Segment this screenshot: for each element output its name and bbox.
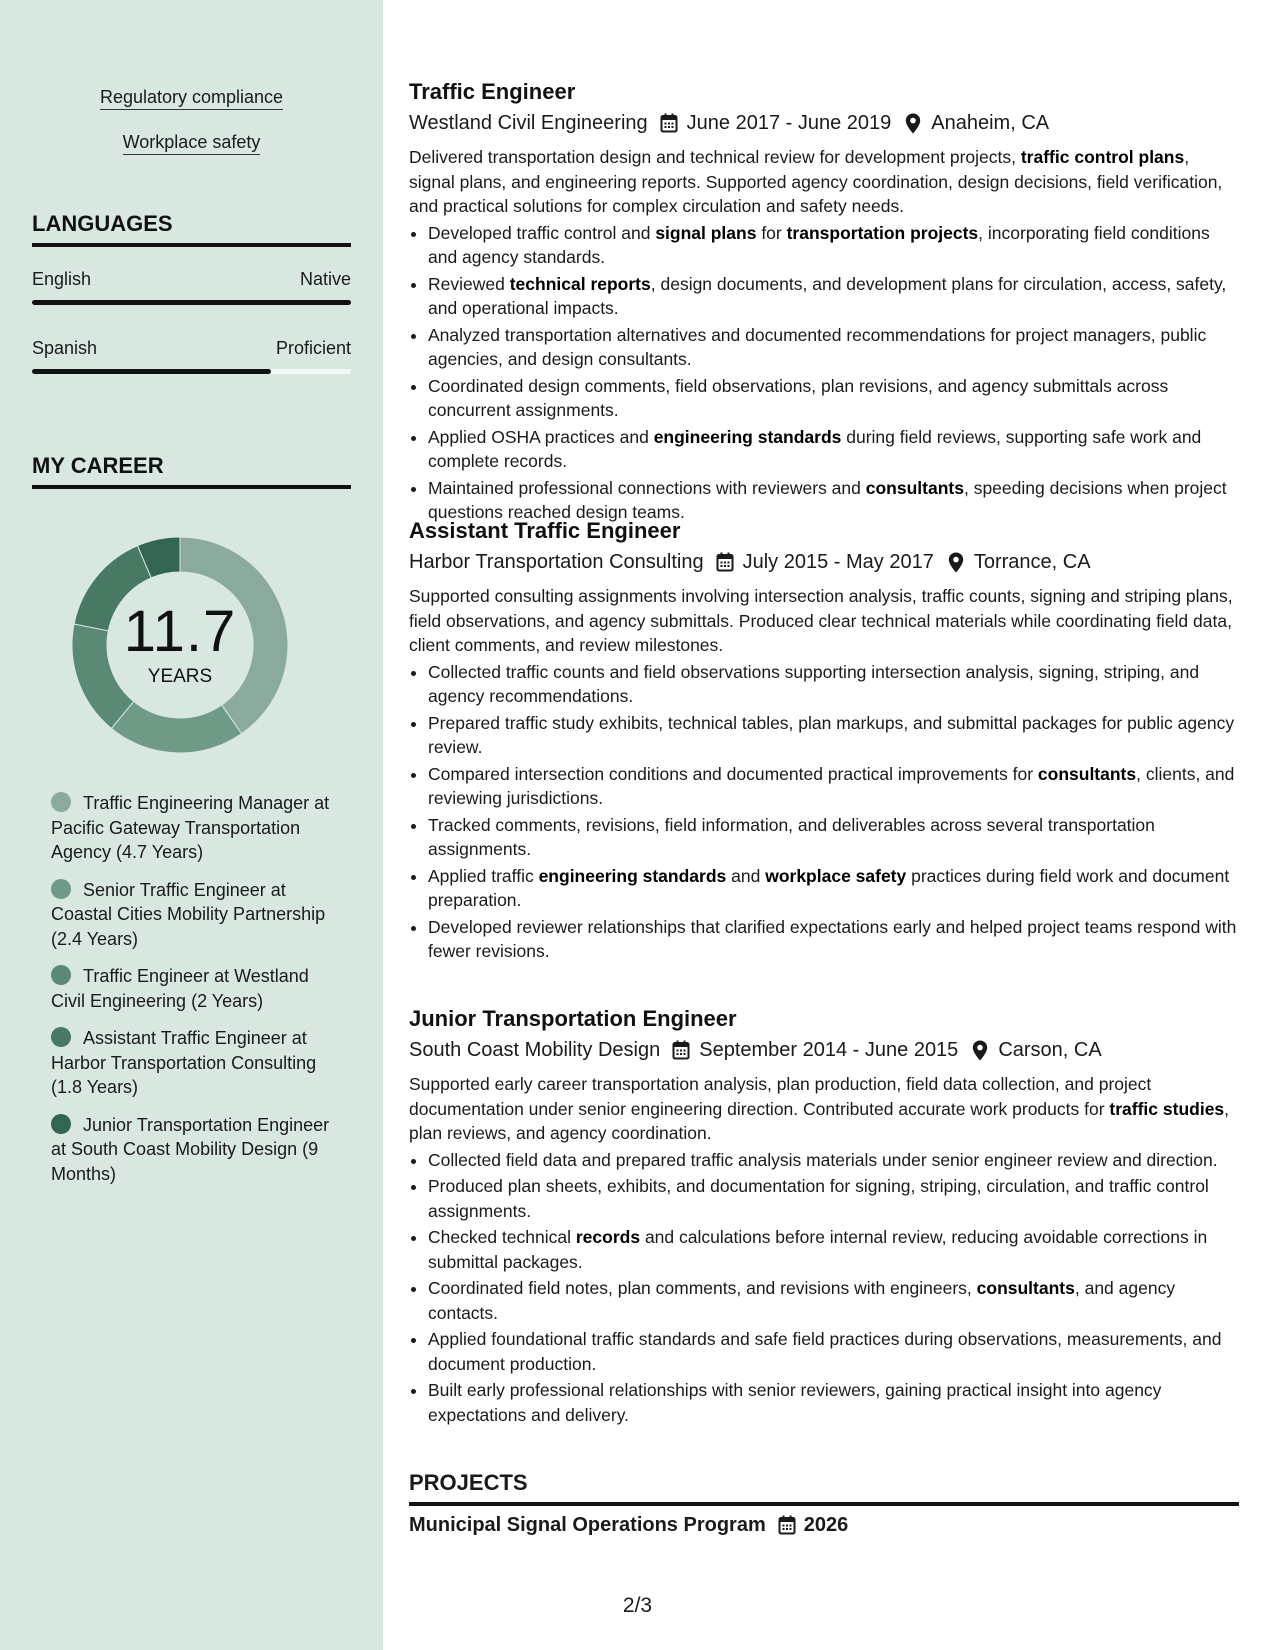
projects-heading: PROJECTS xyxy=(409,1470,1239,1506)
career-legend-item xyxy=(51,1113,331,1187)
career-heading: MY CAREER xyxy=(32,453,351,489)
legend-label: Traffic Engineering Manager at Pacific Gateway Transportation Agency (4.7 Years) xyxy=(51,793,330,862)
sidebar xyxy=(0,0,383,1650)
language-bar xyxy=(32,300,351,305)
legend-dot xyxy=(51,1114,71,1134)
legend-label: Assistant Traffic Engineer at Harbor Transportation Consulting (1.8 Years) xyxy=(51,1028,317,1097)
project-year: 2026 xyxy=(803,1514,849,1536)
job-bullet: • Coordinated field notes, plan comments, and revisions with engineers, consultants, and agency contacts. xyxy=(428,1276,1239,1325)
career-legend-item xyxy=(51,1026,331,1100)
career-total-years: 11.7 xyxy=(123,599,237,664)
job-bullet: • Developed traffic control and signal plans for transportation projects, incorporating field conditions and agency standards. xyxy=(428,221,1239,270)
job-bullet: • Applied traffic engineering standards and workplace safety practices during field work and document preparation. xyxy=(428,864,1239,913)
job-title: Junior Transportation Engineer xyxy=(409,1006,737,1031)
job-location: Torrance, CA xyxy=(973,551,1091,573)
company-name: South Coast Mobility Design xyxy=(409,1039,661,1061)
legend-dot xyxy=(51,1027,71,1047)
career-total-unit: YEARS xyxy=(147,666,213,687)
language-level: Native xyxy=(299,269,351,289)
language-item xyxy=(32,337,351,374)
job-bullet: • Applied foundational traffic standards and safe field practices during observations, measurements, and document production. xyxy=(428,1327,1239,1376)
legend-dot xyxy=(51,879,71,899)
career-legend-item xyxy=(51,964,331,1013)
project-name: Municipal Signal Operations Program xyxy=(409,1514,766,1536)
job-meta xyxy=(409,110,1239,136)
languages-heading: LANGUAGES xyxy=(32,211,351,247)
job-bullet: • Built early professional relationships with senior reviewers, gaining practical insight into agency expectations and delivery. xyxy=(428,1378,1239,1427)
job-bullet: • Collected traffic counts and field observations supporting intersection analysis, signing, striping, and agency recommendations. xyxy=(428,660,1239,709)
skills-list xyxy=(0,86,383,176)
legend-dot xyxy=(51,792,71,812)
job-location: Carson, CA xyxy=(998,1039,1102,1061)
job-bullets xyxy=(409,221,1239,525)
legend-label: Senior Traffic Engineer at Coastal Cities Mobility Partnership (2.4 Years) xyxy=(51,879,326,949)
location-pin-icon xyxy=(972,1040,988,1061)
job-bullet: • Applied OSHA practices and engineering standards during field reviews, supporting safe work and complete records. xyxy=(428,425,1239,474)
job-title: Traffic Engineer xyxy=(409,79,576,104)
job-location: Anaheim, CA xyxy=(931,112,1050,134)
job-meta xyxy=(409,1037,1239,1063)
legend-label: Traffic Engineer at Westland Civil Engineering (2 Years) xyxy=(51,966,309,1011)
career-legend-item xyxy=(51,878,331,952)
career-donut-chart xyxy=(65,530,295,760)
job-entry xyxy=(409,517,1239,966)
job-entry xyxy=(409,78,1239,527)
skill-tag: Workplace safety xyxy=(123,131,261,155)
job-bullet: • Produced plan sheets, exhibits, and documentation for signing, striping, circulation, and traffic control assignments. xyxy=(428,1174,1239,1223)
language-name: Spanish xyxy=(32,338,98,358)
career-legend xyxy=(51,791,331,1199)
job-bullet: • Collected field data and prepared traffic analysis materials under senior engineer review and direction. xyxy=(428,1148,1239,1173)
calendar-icon xyxy=(716,552,734,572)
job-dates: September 2014 - June 2015 xyxy=(699,1039,959,1061)
calendar-icon xyxy=(778,1515,796,1535)
page-number: 2/3 xyxy=(622,1594,653,1617)
legend-label: Junior Transportation Engineer at South Coast Mobility Design (9 Months) xyxy=(51,1114,330,1184)
job-bullet: • Checked technical records and calculations before internal review, reducing avoidable corrections in submittal packages. xyxy=(428,1225,1239,1274)
job-bullet: • Compared intersection conditions and documented practical improvements for consultants, clients, and reviewing jurisdictions. xyxy=(428,762,1239,811)
job-description: Supported early career transportation analysis, plan production, field data collection, and project documentation under senior engineering direction. Contributed accurate work products for traffic studies, plan reviews, and agency coordination. xyxy=(409,1074,1230,1143)
job-dates: June 2017 - June 2019 xyxy=(686,112,892,134)
job-entry xyxy=(409,1005,1239,1429)
calendar-icon xyxy=(660,113,678,133)
company-name: Westland Civil Engineering xyxy=(409,112,648,134)
language-level: Proficient xyxy=(275,338,351,358)
language-bar-fill xyxy=(32,300,351,305)
calendar-icon xyxy=(672,1040,690,1060)
job-description: Delivered transportation design and technical review for development projects, traffic control plans, signal plans, and engineering reports. Supported agency coordination, design decisions, field verification, and practical solutions for complex circulation and safety needs. xyxy=(409,147,1223,216)
language-bar xyxy=(32,369,351,374)
location-pin-icon xyxy=(905,113,921,134)
job-bullets xyxy=(409,1148,1239,1428)
career-legend-item xyxy=(51,791,331,865)
language-bar-fill xyxy=(32,369,271,374)
job-bullet: • Prepared traffic study exhibits, technical tables, plan markups, and submittal packages for public agency review. xyxy=(428,711,1239,760)
company-name: Harbor Transportation Consulting xyxy=(409,551,704,573)
job-bullet: • Analyzed transportation alternatives and documented recommendations for project managers, public agencies, and design consultants. xyxy=(428,323,1239,372)
language-name: English xyxy=(32,269,92,289)
job-description: Supported consulting assignments involving intersection analysis, traffic counts, signing and striping plans, field observations, and agency submittals. Produced clear technical materials while coordinating field data, client comments, and review milestones. xyxy=(409,586,1233,655)
job-bullet: • Coordinated design comments, field observations, plan revisions, and agency submittals across concurrent assignments. xyxy=(428,374,1239,423)
project-item xyxy=(409,1512,848,1538)
skill-tag: Regulatory compliance xyxy=(100,86,283,110)
location-pin-icon xyxy=(948,552,964,573)
job-title: Assistant Traffic Engineer xyxy=(409,518,681,543)
job-bullet: • Maintained professional connections with reviewers and consultants, speeding decisions when project questions reached design teams. xyxy=(428,476,1239,525)
language-item xyxy=(32,268,351,305)
job-bullet: • Tracked comments, revisions, field information, and deliverables across several transportation assignments. xyxy=(428,813,1239,862)
job-bullets xyxy=(409,660,1239,964)
job-dates: July 2015 - May 2017 xyxy=(742,551,934,573)
job-meta xyxy=(409,549,1239,575)
job-bullet: • Developed reviewer relationships that clarified expectations early and helped project teams respond with fewer revisions. xyxy=(428,915,1239,964)
legend-dot xyxy=(51,965,71,985)
job-bullet: • Reviewed technical reports, design documents, and development plans for circulation, access, safety, and operational impacts. xyxy=(428,272,1239,321)
